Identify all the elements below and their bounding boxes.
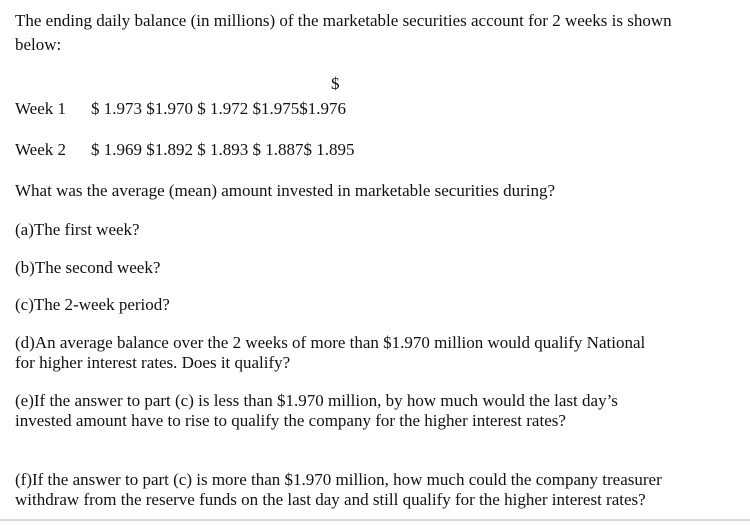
part-b: (b)The second week?	[15, 258, 161, 277]
part-d-line-1: (d)An average balance over the 2 weeks of more than $1.970 million would qualify National	[15, 333, 646, 352]
part-e-line-1: (e)If the answer to part (c) is less than $1.970 million, by how much would the last day’s	[15, 391, 618, 410]
table-currency-header: $	[331, 74, 340, 93]
row-label: Week 2	[15, 140, 67, 159]
part-d-line-2: for higher interest rates. Does it qualify?	[15, 353, 291, 372]
part-e-line-2: invested amount have to rise to qualify the company for the higher interest rates?	[15, 411, 566, 430]
row-values: $ 1.973 $1.970 $ 1.972 $1.975$1.976	[91, 99, 346, 118]
part-f-line-2: withdraw from the reserve funds on the last day and still qualify for the higher interest rates?	[15, 490, 646, 509]
row-values: $ 1.969 $1.892 $ 1.893 $ 1.887$ 1.895	[91, 140, 355, 159]
intro-line-1: The ending daily balance (in millions) of the marketable securities account for 2 weeks is shown	[15, 11, 672, 30]
intro-line-2: below:	[15, 35, 62, 54]
part-c: (c)The 2-week period?	[15, 295, 170, 314]
part-f-line-1: (f)If the answer to part (c) is more than $1.970 million, how much could the company treasurer	[15, 470, 662, 489]
table-row-week-1	[15, 99, 346, 119]
table-row-week-2	[15, 140, 355, 160]
question-text: What was the average (mean) amount invested in marketable securities during?	[15, 181, 556, 200]
part-a: (a)The first week?	[15, 220, 140, 239]
bottom-divider	[0, 519, 750, 521]
row-label: Week 1	[15, 99, 67, 118]
